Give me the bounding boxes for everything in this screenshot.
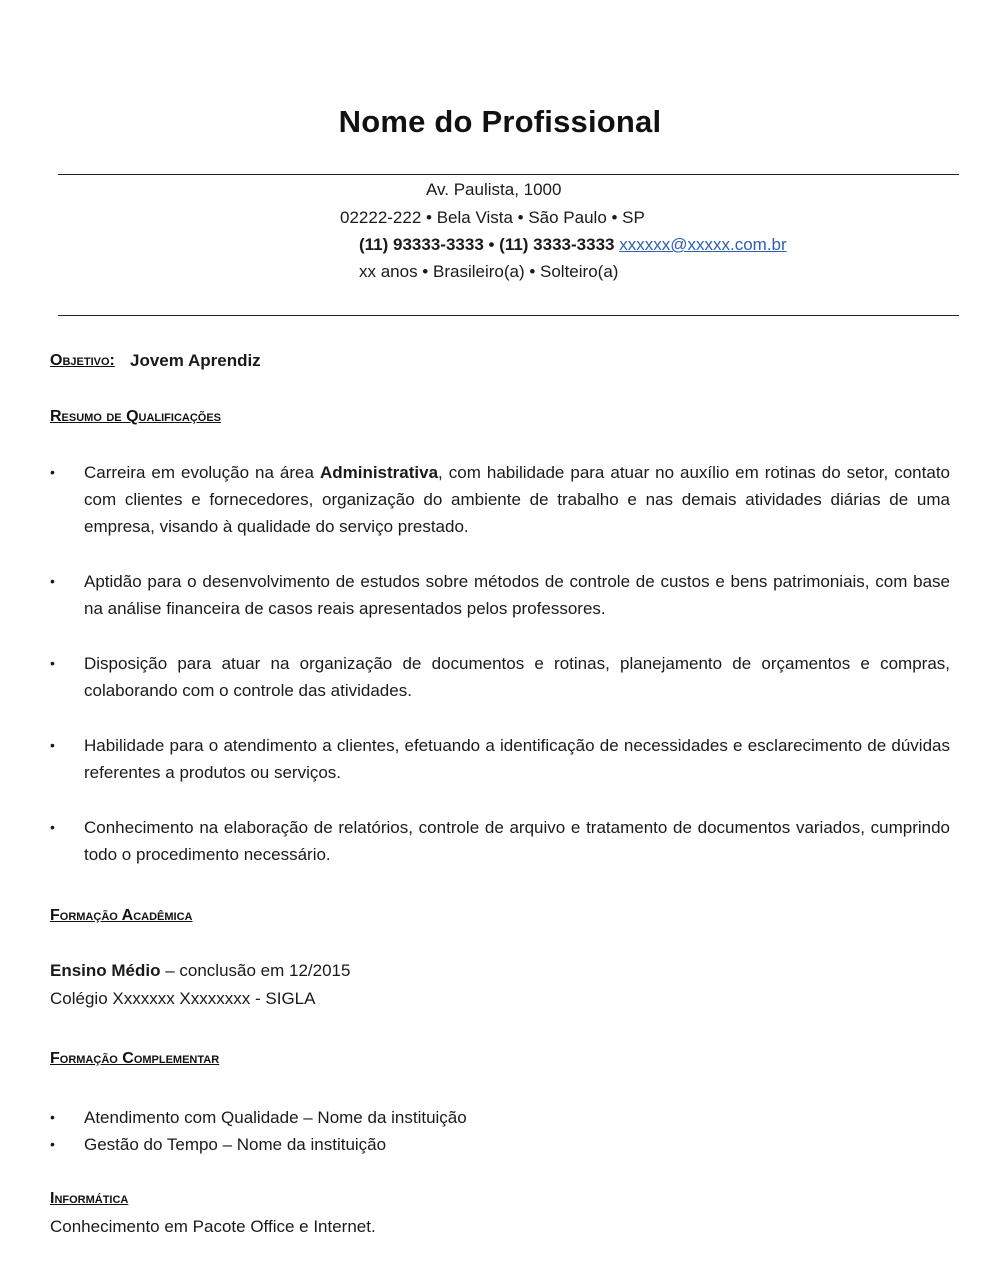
personal-info-line: xx anos • Brasileiro(a) • Solteiro(a) [359,262,619,281]
contact-phones-email [359,235,787,255]
list-item: • Carreira em evolução na área Administrativa, com habilidade para atuar no auxílio em rotinas do setor, contato com clientes e fornecedores, organização do ambiente de trabalho e nas demais atividades diárias de uma empresa, visando à qualidade do serviço prestado. [50,459,950,540]
list-item: • Conhecimento na elaboração de relatórios, controle de arquivo e tratamento de documentos variados, cumprindo todo o procedimento necessário. [50,814,950,868]
objective-value: Jovem Aprendiz [130,351,261,370]
professional-name: Nome do Profissional [338,104,662,139]
bullet-icon: • [50,737,55,753]
list-item: • Atendimento com Qualidade – Nome da instituição [50,1104,950,1131]
complementary-title: Formação Complementar [50,1050,220,1067]
computing-text: Conhecimento em Pacote Office e Internet. [50,1217,376,1236]
bullet-icon: • [50,655,55,671]
education-title: Formação Acadêmica [50,907,193,924]
qualifications-title: Resumo de Qualificações [50,408,222,425]
header-bottom-rule [58,315,959,316]
bullet-icon: • [50,1109,55,1125]
objective-section: Objetivo: [50,352,115,369]
bullet-icon: • [50,819,55,835]
qualifications-list [50,459,950,868]
email-link[interactable]: xxxxxx@xxxxx.com.br [619,235,787,254]
degree-name: Ensino Médio [50,961,161,980]
address-line: Av. Paulista, 1000 [426,180,562,199]
bullet-icon: • [50,573,55,589]
list-item: • Habilidade para o atendimento a clientes, efetuando a identificação de necessidades e esclarecimento de dúvidas referentes a produtos ou serviços. [50,732,950,786]
list-item: • Gestão do Tempo – Nome da instituição [50,1131,950,1158]
education-school: Colégio Xxxxxxx Xxxxxxxx - SIGLA [50,989,316,1008]
bullet-icon: • [50,464,55,480]
city-line: 02222-222 • Bela Vista • São Paulo • SP [340,208,645,227]
education-degree [50,961,350,981]
bullet-icon: • [50,1136,55,1152]
header-top-rule [58,174,959,175]
list-item: • Aptidão para o desenvolvimento de estudos sobre métodos de controle de custos e bens patrimoniais, com base na análise financeira de casos reais apresentados pelos professores. [50,568,950,622]
degree-detail: – conclusão em 12/2015 [160,961,351,980]
complementary-list [50,1104,950,1158]
list-item: • Disposição para atuar na organização de documentos e rotinas, planejamento de orçamentos e compras, colaborando com o controle das atividades. [50,650,950,704]
objective-label: Objetivo [50,352,110,369]
phone-numbers: (11) 93333-3333 • (11) 3333-3333 [359,235,615,254]
computing-title: Informática [50,1190,129,1207]
